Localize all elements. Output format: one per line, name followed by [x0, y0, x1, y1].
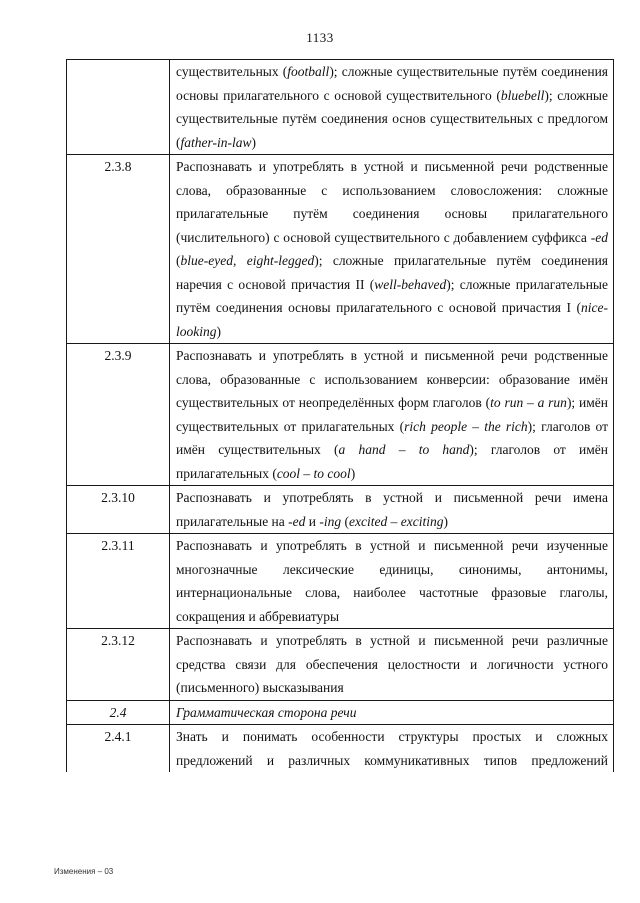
- description-text: ): [216, 323, 221, 339]
- table-row: [67, 725, 614, 773]
- item-number: 2.4: [67, 700, 170, 725]
- example-term: football: [287, 64, 330, 79]
- description-text: ); сложные прилагательные путём соединения наречия с основой причастия II (: [176, 253, 608, 292]
- item-description: [170, 629, 614, 701]
- item-description: [170, 725, 614, 773]
- example-term: -ed: [590, 229, 608, 245]
- item-description: [170, 486, 614, 534]
- description-text: ); имён существительных от прилагательных (: [176, 395, 608, 434]
- item-description: [170, 60, 614, 155]
- example-term: blue-eyed, eight-legged: [180, 253, 315, 268]
- example-term: nice-looking: [176, 300, 608, 339]
- item-number: 2.3.9: [67, 344, 170, 486]
- item-description: [170, 155, 614, 344]
- example-term: to run – a run: [490, 395, 567, 410]
- description-text: Распознавать и употреблять в устной и письменной речи различные средства связи для обеспечения целостности и логичности устного (письменного) высказывания: [176, 633, 608, 695]
- description-text: Грамматическая сторона речи: [176, 704, 357, 720]
- section-row: [67, 700, 614, 725]
- description-text: ): [350, 465, 356, 481]
- item-number: 2.3.11: [67, 534, 170, 629]
- revision-footer: Изменения – 03: [54, 867, 114, 876]
- table-row: [67, 60, 614, 155]
- description-text: ); сложные существительные путём соединения основ существительных с предлогом (: [176, 87, 608, 150]
- example-term: -ing: [319, 513, 342, 529]
- table-row: [67, 629, 614, 701]
- item-number: 2.3.8: [67, 155, 170, 344]
- description-text: Распознавать и употреблять в устной и письменной речи родственные слова, образованные с использованием конверсии: образование имён существительных от неопределённых форм глаголов (: [176, 348, 608, 410]
- item-number: 2.4.1: [67, 725, 170, 773]
- example-term: cool – to cool: [276, 465, 351, 481]
- example-term: bluebell: [500, 87, 545, 103]
- example-term: father-in-law: [180, 134, 252, 150]
- description-text: Распознавать и употреблять в устной и письменной речи родственные слова, образованные с использованием словосложения: сложные прилагательные путём соединения основы прилагательного (числительного) с основой существительного с добавлением суффикса: [176, 159, 608, 245]
- table-row: [67, 155, 614, 344]
- requirements-table: [66, 59, 614, 772]
- description-text: существительных (: [176, 64, 288, 79]
- description-text: ); сложные прилагательные путём соединения основы прилагательного с основой причастия I (: [176, 276, 608, 315]
- description-text: Распознавать и употреблять в устной и письменной речи изученные многозначные лексические единицы, синонимы, антонимы, интернациональные слова, наиболее частотные фразовые глаголы, сокращения и аббревиатуры: [176, 538, 608, 624]
- item-description: [170, 700, 614, 725]
- description-text: (: [341, 513, 350, 529]
- item-number: 2.3.10: [67, 486, 170, 534]
- table-row: [67, 486, 614, 534]
- item-number: 2.3.12: [67, 629, 170, 701]
- table-body: [67, 60, 614, 773]
- item-description: [170, 534, 614, 629]
- table-row: [67, 534, 614, 629]
- example-term: a hand – to hand: [338, 442, 470, 457]
- description-text: ): [443, 513, 448, 529]
- description-text: Знать и понимать особенности структуры простых и сложных предложений и различных коммуникативных типов предложений: [176, 729, 608, 768]
- item-number: [67, 60, 170, 155]
- item-description: [170, 344, 614, 486]
- description-text: ); глаголов от имён прилагательных (: [176, 442, 608, 481]
- description-text: ): [251, 134, 256, 150]
- example-term: -ed: [288, 513, 306, 529]
- description-text: Распознавать и употреблять в устной и письменной речи имена прилагательные на: [176, 490, 608, 529]
- example-term: rich people – the rich: [404, 418, 528, 434]
- description-text: и: [305, 513, 320, 529]
- example-term: well-behaved: [374, 276, 447, 292]
- description-text: (: [176, 253, 181, 268]
- description-text: ); сложные существительные путём соединения основы прилагательного с основой существительного (: [176, 64, 609, 103]
- page-number: 1133: [306, 30, 334, 45]
- table-row: [67, 344, 614, 486]
- description-text: ); глаголов от имён существительных (: [176, 418, 608, 457]
- example-term: excited – exciting: [349, 513, 444, 529]
